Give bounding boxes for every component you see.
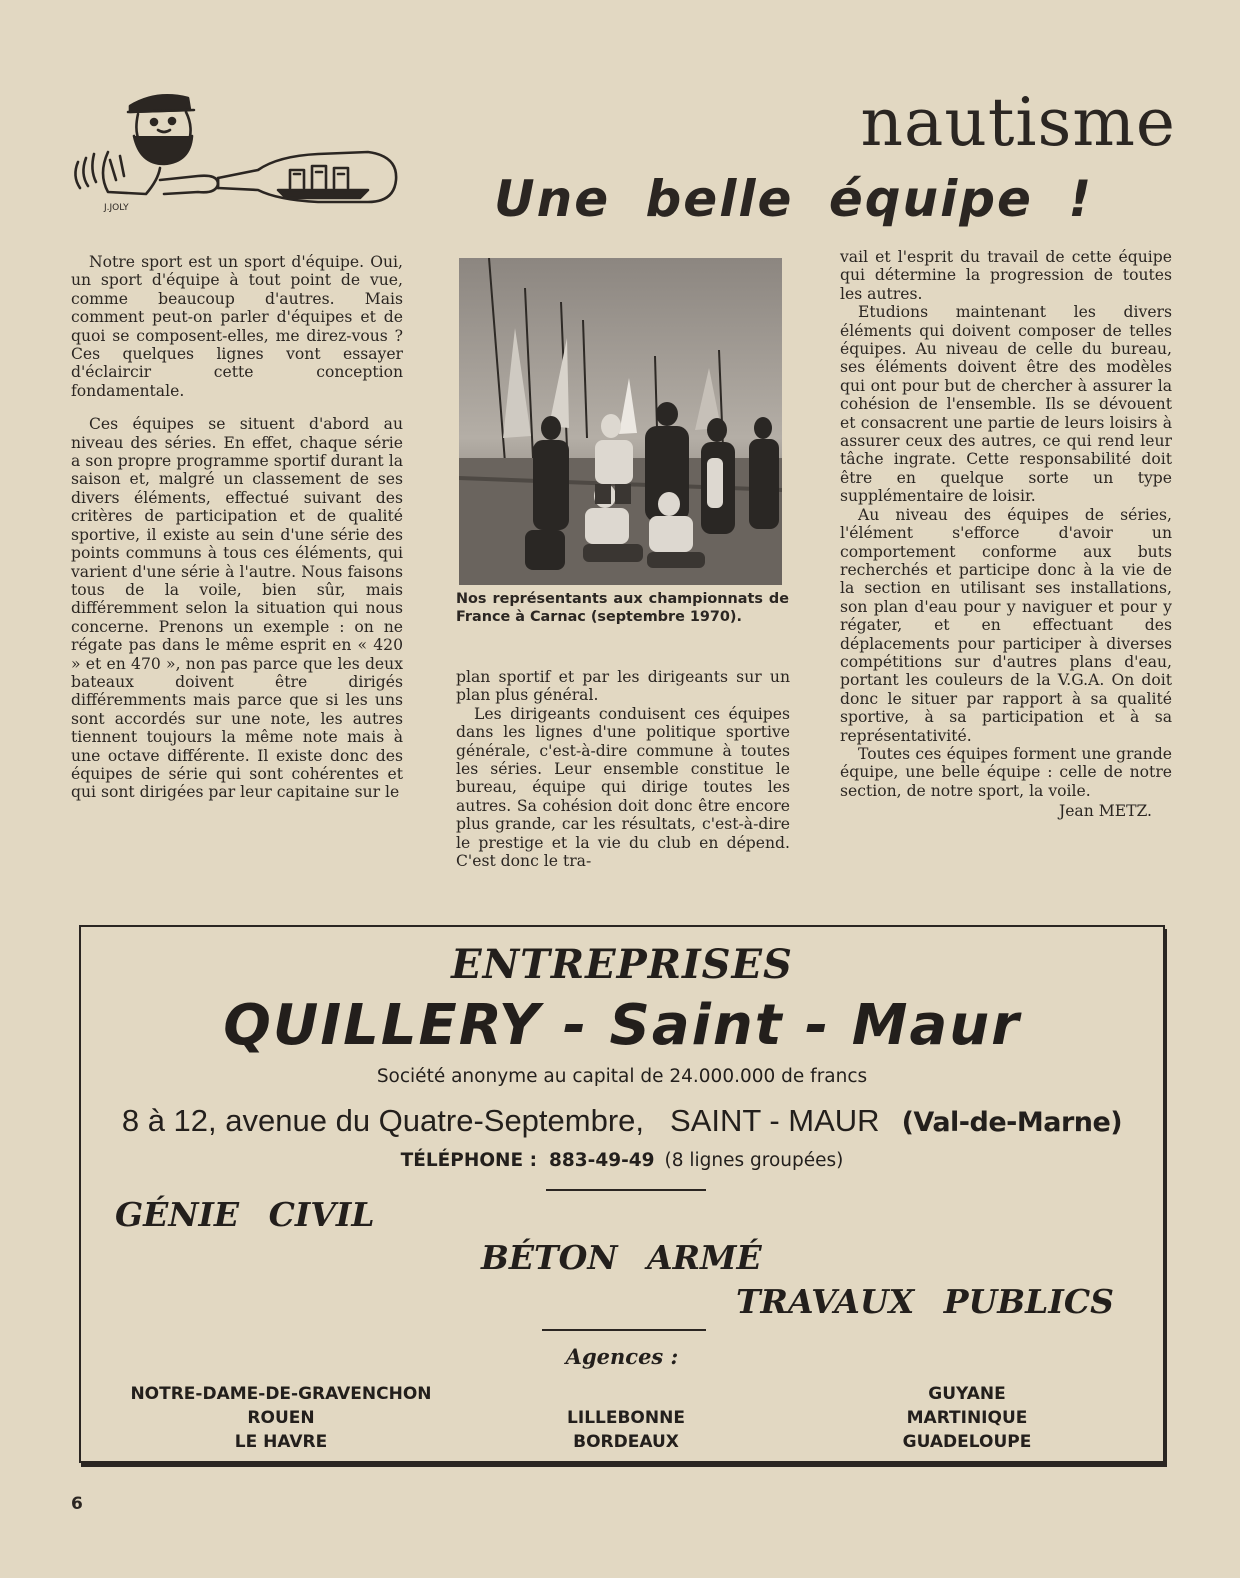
divider bbox=[542, 1329, 706, 1331]
agency-item: LE HAVRE bbox=[234, 1432, 328, 1452]
ad-region: (Val-de-Marne) bbox=[901, 1107, 1123, 1138]
ad-phone-number: 883-49-49 bbox=[549, 1150, 655, 1171]
ad-phone-lines: (8 lignes groupées) bbox=[664, 1150, 844, 1171]
ad-address-line bbox=[81, 1103, 1163, 1139]
section-title: nautisme bbox=[860, 84, 1176, 161]
ad-phone-label: TÉLÉPHONE : bbox=[400, 1150, 538, 1171]
agency-item: NOTRE-DAME-DE-GRAVENCHON bbox=[130, 1384, 432, 1404]
photo-caption: Nos représentants aux championnats de France à Carnac (septembre 1970). bbox=[456, 591, 789, 626]
agency-list-center bbox=[526, 1406, 726, 1454]
agency-list-right bbox=[851, 1382, 1083, 1454]
team-photo bbox=[459, 258, 782, 585]
paragraph: Etudions maintenant les divers éléments qui doivent composer de telles équipes. Au niveau de celle du bureau, ses éléments doivent être des modèles qui ont pour but de chercher à assurer la cohésion de l'ensemble. Ils se dévouent et consacrent une partie de leurs loisirs à assurer ceux des autres, ce qui rend leur tâche ingrate. Cette responsabilité doit être en quelque sorte un type supplémentaire de loisir. bbox=[840, 303, 1172, 506]
agency-item: MARTINIQUE bbox=[906, 1408, 1028, 1428]
divider bbox=[546, 1189, 706, 1191]
article-column-2 bbox=[456, 668, 790, 870]
team-photo-image-icon bbox=[459, 258, 782, 585]
agency-item: ROUEN bbox=[247, 1408, 315, 1428]
agency-item: BORDEAUX bbox=[573, 1432, 679, 1452]
article-headline: Une belle équipe ! bbox=[494, 170, 1094, 228]
paragraph: vail et l'esprit du travail de cette équipe qui détermine la progression de toutes les autres. bbox=[840, 248, 1172, 303]
ad-heading: ENTREPRISES bbox=[451, 941, 793, 988]
ad-street: 8 à 12, avenue du Quatre-Septembre, bbox=[121, 1103, 645, 1138]
paragraph: Les dirigeants conduisent ces équipes dans les lignes d'une politique sportive générale, c'est-à-dire commune à toutes les séries. Leur ensemble constitue le bureau, équipe qui dirige toutes les autres. Sa cohésion doit donc être encore plus grande, car les résultats, c'est-à-dire le prestige et la vie du club en dépend. C'est donc le tra- bbox=[456, 704, 790, 871]
ad-capital: Société anonyme au capital de 24.000.000 de francs bbox=[376, 1066, 868, 1087]
agency-item: GUADELOUPE bbox=[902, 1432, 1032, 1452]
author-signature: Jean METZ. bbox=[1058, 802, 1152, 821]
ad-service: GÉNIE CIVIL bbox=[115, 1195, 375, 1234]
sailor-bottle-cartoon-icon bbox=[68, 84, 403, 214]
paragraph: Toutes ces équipes forment une grande équipe, une belle équipe : celle de notre section, de notre sport, la voile. bbox=[840, 744, 1172, 800]
ad-service: TRAVAUX PUBLICS bbox=[736, 1282, 1114, 1321]
ad-agencies-label: Agences : bbox=[565, 1344, 679, 1369]
paragraph: Notre sport est un sport d'équipe. Oui, un sport d'équipe à tout point de vue, comme beaucoup d'autres. Mais comment peut-on parler d'équipes et de quoi se composent-elles, me direz-vous ? Ces quelques lignes vont essayer d'éclaircir cette conception fondamentale. bbox=[71, 253, 403, 400]
article-column-3 bbox=[840, 248, 1172, 821]
agency-item: GUYANE bbox=[928, 1384, 1006, 1404]
advertisement-box bbox=[79, 925, 1165, 1463]
paragraph: Ces équipes se situent d'abord au niveau des séries. En effet, chaque série a son propre programme sportif durant la saison et, malgré un classement de ses divers éléments, effectué suivant des critères de participation et de qualité sportive, il existe au sein d'une série des points communs à tous ces éléments, qui varient d'une série à l'autre. Nous faisons tous de la voile, bien sûr, mais différemment selon la situation qui nous concerne. Prenons un exemple : on ne régate pas dans le même esprit en « 420 » et en 470 », non pas parce que les deux bateaux doivent être dirigés différemments mais parce que si les uns sont accordés sur une note, les autres tiennent toujours la même note mais à une octave différente. Il existe donc des équipes de série qui sont cohérentes et qui sont dirigées par leur capitaine sur le bbox=[71, 415, 403, 802]
cartoon-signature: J.JOLY bbox=[104, 203, 129, 213]
article-column-1 bbox=[71, 253, 403, 802]
ad-city: SAINT - MAUR bbox=[670, 1103, 880, 1138]
ad-company-name: QUILLERY - Saint - Maur bbox=[223, 993, 1021, 1058]
agency-item: LILLEBONNE bbox=[567, 1408, 685, 1428]
ad-service: BÉTON ARMÉ bbox=[481, 1238, 762, 1277]
page-number: 6 bbox=[71, 1494, 83, 1514]
agency-list-left bbox=[111, 1382, 451, 1454]
ad-phone-line bbox=[81, 1150, 1163, 1171]
paragraph: Au niveau des équipes de séries, l'élément s'efforce d'avoir un comportement conforme aux buts recherchés et participe donc à la vie de la section en utilisant ses installations, son plan d'eau pour y naviguer et pour y régater, et en effectuant des déplacements pour participer à diverses compétitions sur d'autres plans d'eau, portant les couleurs de la V.G.A. On doit donc le situer par rapport à sa qualité sportive, à sa participation et à sa représentativité. bbox=[840, 505, 1172, 745]
paragraph: plan sportif et par les dirigeants sur un plan plus général. bbox=[456, 668, 790, 705]
